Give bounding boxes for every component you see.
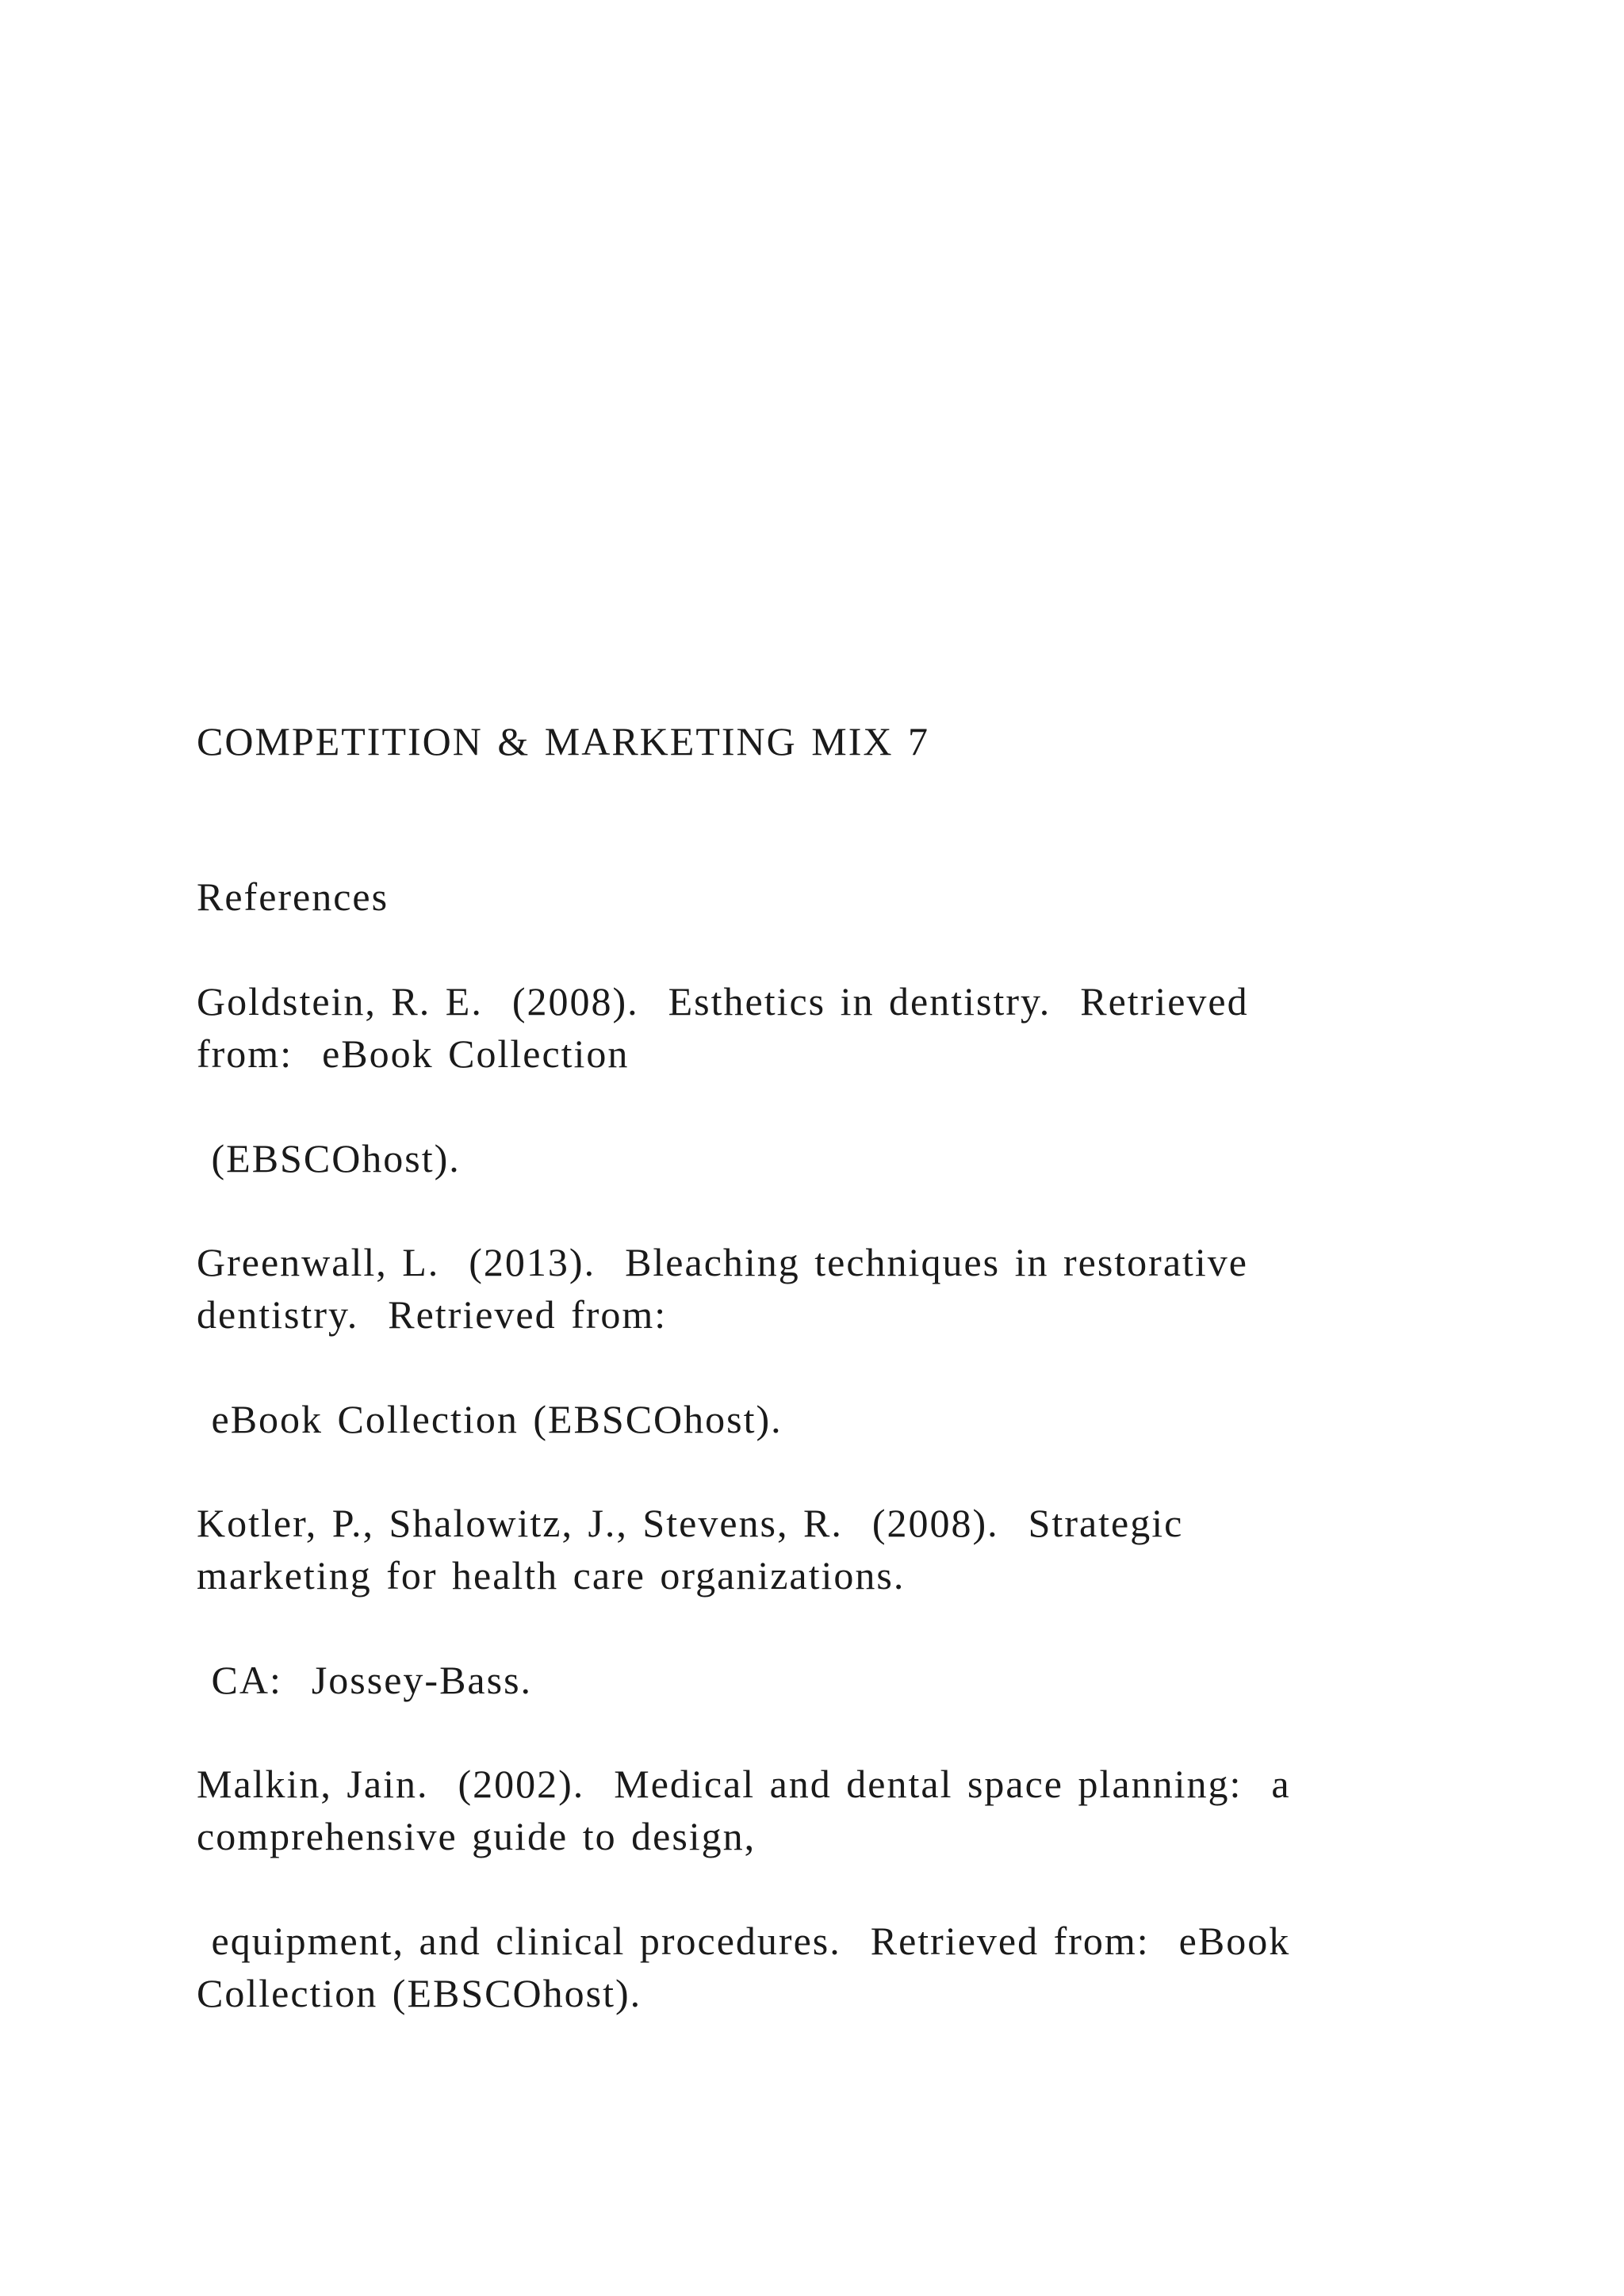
reference-malkin-line-3: equipment, and clinical procedures. Retrieved from: eBook xyxy=(197,1919,1291,1963)
reference-malkin-line-1: Malkin, Jain. (2002). Medical and dental space planning: a xyxy=(197,1762,1291,1806)
reference-greenwall-line-2: dentistry. Retrieved from: xyxy=(197,1292,668,1337)
reference-goldstein-line-3: (EBSCOhost). xyxy=(197,1136,461,1181)
reference-malkin-line-4: Collection (EBSCOhost). xyxy=(197,1971,642,2015)
reference-greenwall-line-1: Greenwall, L. (2013). Bleaching techniques in restorative xyxy=(197,1240,1249,1284)
reference-goldstein-line-1: Goldstein, R. E. (2008). Esthetics in dentistry. Retrieved xyxy=(197,979,1249,1024)
reference-kotler-line-1: Kotler, P., Shalowitz, J., Stevens, R. (2008). Strategic xyxy=(197,1501,1184,1545)
reference-malkin-line-2: comprehensive guide to design, xyxy=(197,1814,756,1858)
references-heading: References xyxy=(197,874,389,919)
reference-goldstein-line-2: from: eBook Collection xyxy=(197,1031,630,1076)
reference-kotler-line-3: CA: Jossey-Bass. xyxy=(197,1658,533,1702)
reference-greenwall-line-3: eBook Collection (EBSCOhost). xyxy=(197,1397,783,1441)
reference-kotler-line-2: marketing for health care organizations. xyxy=(197,1553,906,1598)
running-head: COMPETITION & MARKETING MIX 7 xyxy=(197,719,929,763)
